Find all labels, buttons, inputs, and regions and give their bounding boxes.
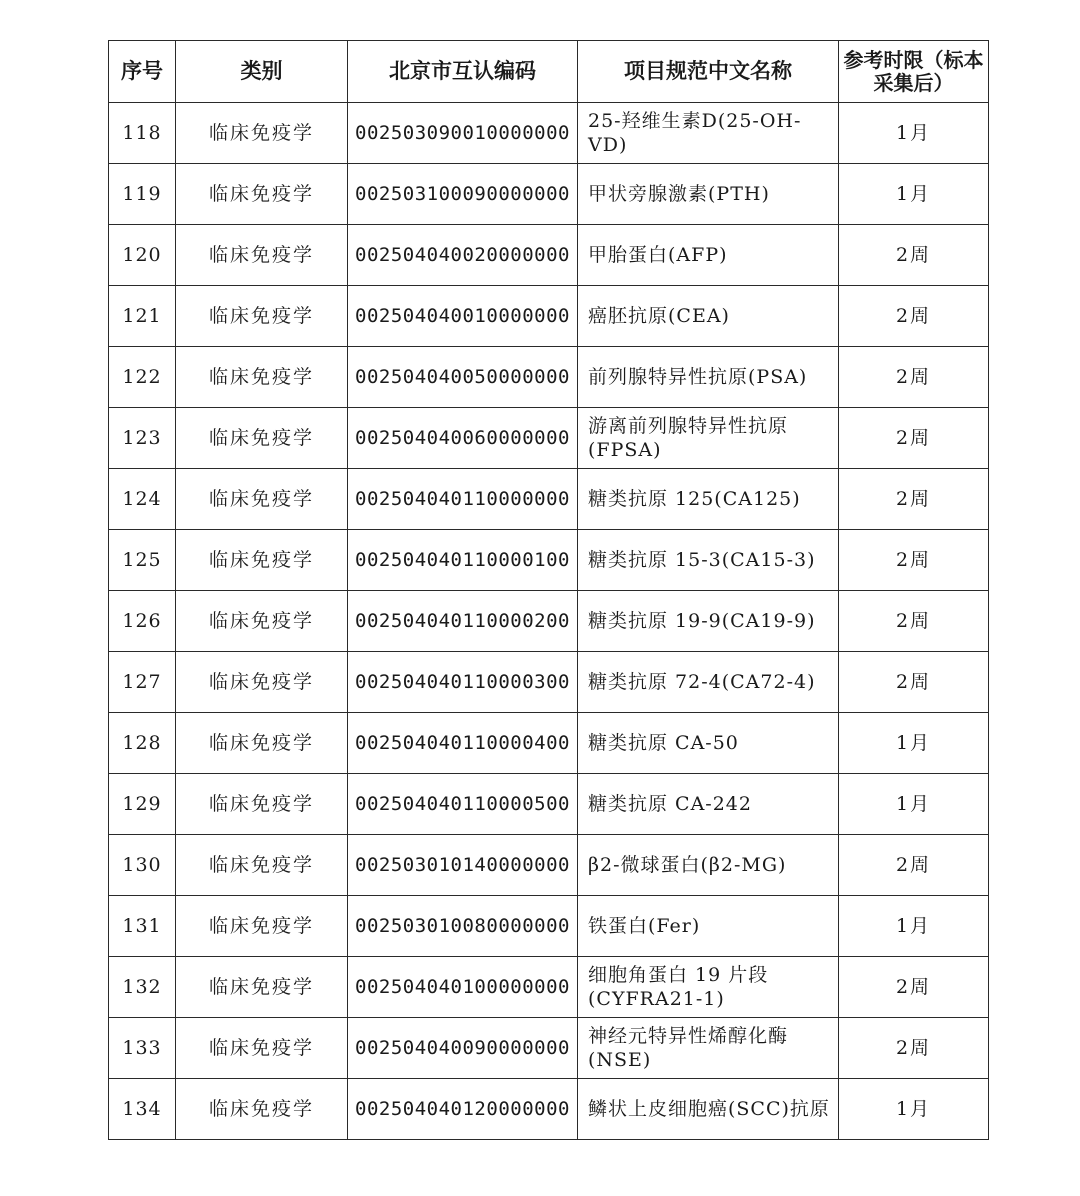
- table-row: [109, 164, 989, 225]
- cell-name: 甲状旁腺激素(PTH): [578, 164, 839, 225]
- table-row: [109, 957, 989, 1018]
- cell-limit: 2周: [839, 286, 989, 347]
- cell-limit: 1月: [839, 713, 989, 774]
- cell-index: 124: [109, 469, 176, 530]
- cell-code: 002504040020000000: [348, 225, 578, 286]
- cell-limit: 1月: [839, 896, 989, 957]
- table-header: [109, 41, 989, 103]
- table-row: [109, 652, 989, 713]
- table-body: [109, 103, 989, 1140]
- cell-index: 131: [109, 896, 176, 957]
- cell-code: 002503010140000000: [348, 835, 578, 896]
- cell-category: 临床免疫学: [176, 1079, 348, 1140]
- table-row: [109, 1079, 989, 1140]
- cell-code: 002504040010000000: [348, 286, 578, 347]
- cell-code: 002504040110000100: [348, 530, 578, 591]
- cell-name: 铁蛋白(Fer): [578, 896, 839, 957]
- cell-limit: 2周: [839, 347, 989, 408]
- cell-name: 糖类抗原 72-4(CA72-4): [578, 652, 839, 713]
- cell-limit: 2周: [839, 591, 989, 652]
- cell-limit: 2周: [839, 957, 989, 1018]
- cell-category: 临床免疫学: [176, 347, 348, 408]
- cell-code: 002504040110000200: [348, 591, 578, 652]
- cell-name: 糖类抗原 CA-242: [578, 774, 839, 835]
- cell-index: 120: [109, 225, 176, 286]
- cell-category: 临床免疫学: [176, 1018, 348, 1079]
- cell-index: 121: [109, 286, 176, 347]
- table-row: [109, 530, 989, 591]
- cell-limit: 2周: [839, 652, 989, 713]
- header-code: 北京市互认编码: [348, 41, 578, 103]
- table-row: [109, 469, 989, 530]
- cell-index: 123: [109, 408, 176, 469]
- cell-category: 临床免疫学: [176, 652, 348, 713]
- cell-name: 鳞状上皮细胞癌(SCC)抗原: [578, 1079, 839, 1140]
- cell-category: 临床免疫学: [176, 713, 348, 774]
- cell-index: 122: [109, 347, 176, 408]
- cell-category: 临床免疫学: [176, 225, 348, 286]
- cell-limit: 2周: [839, 835, 989, 896]
- cell-index: 119: [109, 164, 176, 225]
- table-row: [109, 225, 989, 286]
- cell-limit: 2周: [839, 225, 989, 286]
- cell-code: 002504040110000300: [348, 652, 578, 713]
- cell-index: 134: [109, 1079, 176, 1140]
- table-row: [109, 1018, 989, 1079]
- table-row: [109, 103, 989, 164]
- cell-name: 癌胚抗原(CEA): [578, 286, 839, 347]
- cell-name: 甲胎蛋白(AFP): [578, 225, 839, 286]
- cell-code: 002504040110000400: [348, 713, 578, 774]
- cell-category: 临床免疫学: [176, 835, 348, 896]
- cell-category: 临床免疫学: [176, 103, 348, 164]
- cell-name: 游离前列腺特异性抗原(FPSA): [578, 408, 839, 469]
- cell-category: 临床免疫学: [176, 530, 348, 591]
- cell-code: 002503090010000000: [348, 103, 578, 164]
- cell-name: 糖类抗原 125(CA125): [578, 469, 839, 530]
- table-row: [109, 408, 989, 469]
- cell-code: 002504040090000000: [348, 1018, 578, 1079]
- cell-name: 糖类抗原 15-3(CA15-3): [578, 530, 839, 591]
- cell-index: 126: [109, 591, 176, 652]
- cell-code: 002503100090000000: [348, 164, 578, 225]
- cell-name: 糖类抗原 CA-50: [578, 713, 839, 774]
- cell-name: 25-羟维生素D(25-OH-VD): [578, 103, 839, 164]
- cell-limit: 2周: [839, 1018, 989, 1079]
- cell-category: 临床免疫学: [176, 957, 348, 1018]
- cell-limit: 1月: [839, 774, 989, 835]
- table-row: [109, 286, 989, 347]
- table-row: [109, 713, 989, 774]
- cell-code: 002504040100000000: [348, 957, 578, 1018]
- cell-index: 127: [109, 652, 176, 713]
- header-category: 类别: [176, 41, 348, 103]
- cell-code: 002504040060000000: [348, 408, 578, 469]
- cell-category: 临床免疫学: [176, 591, 348, 652]
- cell-limit: 2周: [839, 469, 989, 530]
- cell-code: 002504040110000500: [348, 774, 578, 835]
- table-row: [109, 835, 989, 896]
- cell-code: 002504040120000000: [348, 1079, 578, 1140]
- cell-index: 130: [109, 835, 176, 896]
- cell-limit: 2周: [839, 530, 989, 591]
- cell-code: 002504040110000000: [348, 469, 578, 530]
- cell-category: 临床免疫学: [176, 164, 348, 225]
- cell-category: 临床免疫学: [176, 469, 348, 530]
- cell-limit: 1月: [839, 164, 989, 225]
- cell-name: 糖类抗原 19-9(CA19-9): [578, 591, 839, 652]
- cell-name: 前列腺特异性抗原(PSA): [578, 347, 839, 408]
- table-row: [109, 347, 989, 408]
- cell-index: 132: [109, 957, 176, 1018]
- cell-name: 神经元特异性烯醇化酶(NSE): [578, 1018, 839, 1079]
- cell-name: 细胞角蛋白 19 片段(CYFRA21-1): [578, 957, 839, 1018]
- header-row: [109, 41, 989, 103]
- cell-name: β2-微球蛋白(β2-MG): [578, 835, 839, 896]
- cell-category: 临床免疫学: [176, 774, 348, 835]
- cell-limit: 1月: [839, 103, 989, 164]
- table-row: [109, 591, 989, 652]
- cell-index: 133: [109, 1018, 176, 1079]
- cell-limit: 1月: [839, 1079, 989, 1140]
- cell-index: 118: [109, 103, 176, 164]
- header-index: 序号: [109, 41, 176, 103]
- cell-index: 129: [109, 774, 176, 835]
- test-items-table: [108, 40, 989, 1140]
- table-row: [109, 774, 989, 835]
- cell-code: 002504040050000000: [348, 347, 578, 408]
- cell-category: 临床免疫学: [176, 286, 348, 347]
- header-name: 项目规范中文名称: [578, 41, 839, 103]
- table-row: [109, 896, 989, 957]
- cell-code: 002503010080000000: [348, 896, 578, 957]
- header-limit: 参考时限（标本采集后）: [839, 41, 989, 103]
- cell-index: 128: [109, 713, 176, 774]
- cell-index: 125: [109, 530, 176, 591]
- cell-limit: 2周: [839, 408, 989, 469]
- cell-category: 临床免疫学: [176, 896, 348, 957]
- cell-category: 临床免疫学: [176, 408, 348, 469]
